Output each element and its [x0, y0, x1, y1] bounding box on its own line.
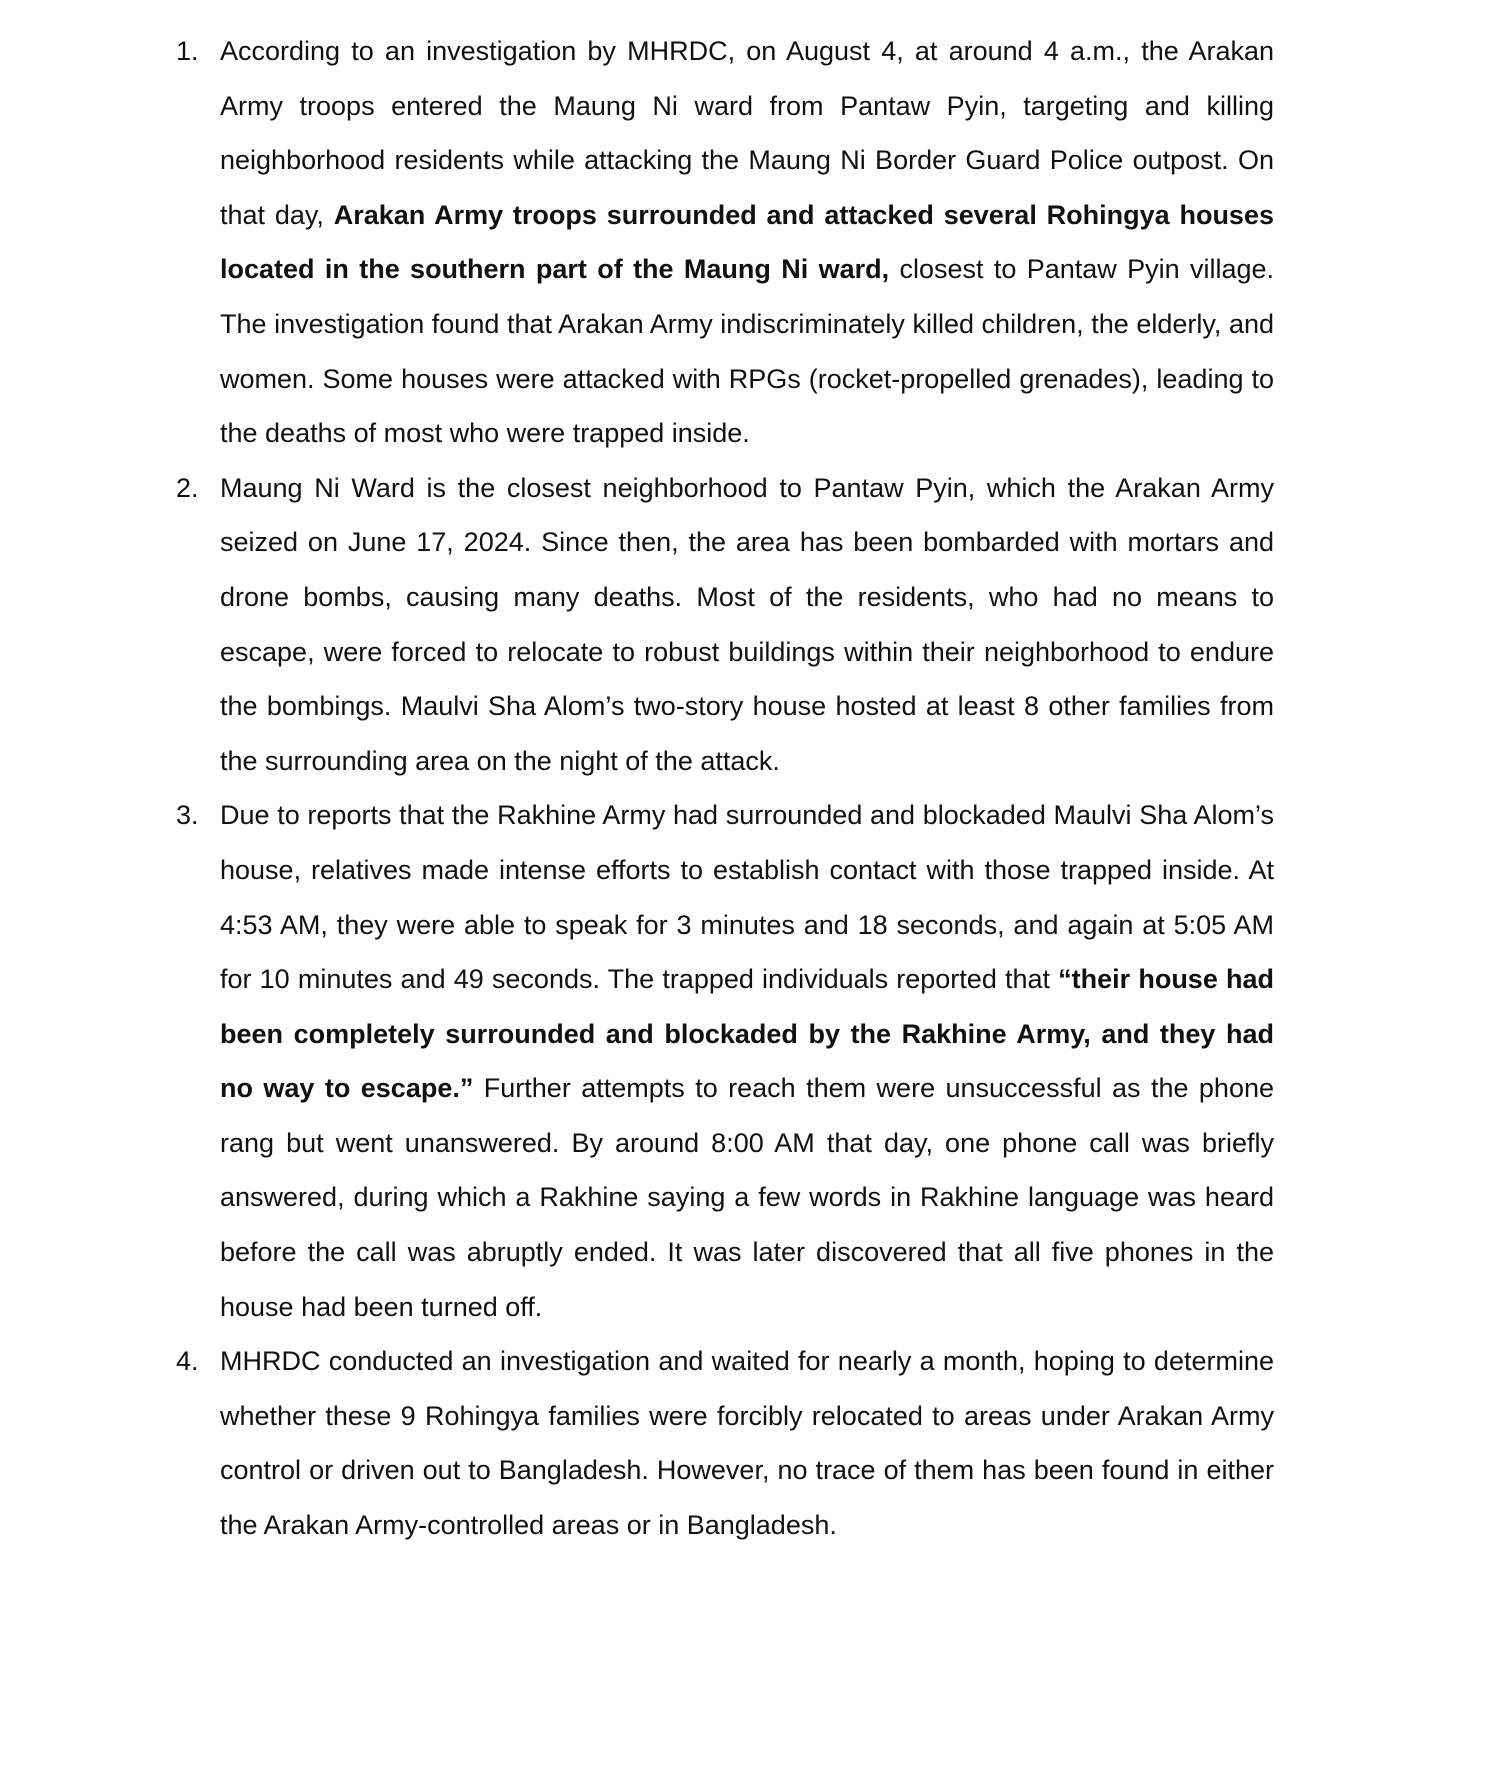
text-segment: Due to reports that the Rakhine Army had surrounded and blockaded Maulvi Sha Alom’s house, relatives made intense efforts to establish contact with those trapped inside. At 4:53 AM, they were able to speak for 3 minutes and 18 seconds, and again at 5:05 AM for 10 minutes and 49 seconds. The trapped individuals reported that — [220, 800, 1274, 995]
list-item-1 — [176, 24, 1275, 461]
bold-quote-segment: “their house had been completely surrounded and blockaded by the Rakhine Army, and they had no way to escape.” — [220, 964, 1274, 1104]
bold-text-segment: Arakan Army troops surrounded and attacked several Rohingya houses located in the southern part of the Maung Ni ward, — [220, 199, 1274, 285]
list-item-3 — [176, 788, 1274, 1334]
list-item-2 — [176, 461, 1274, 789]
list-number: 4. — [176, 1346, 199, 1377]
paragraph — [220, 24, 1274, 461]
list-number: 2. — [176, 472, 199, 503]
text-segment: closest to Pantaw Pyin village. The investigation found that Arakan Army indiscriminately killed children, the elderly, and women. Some houses were attacked with RPGs (rocket-propelled grenades), leading to the deaths of most who were trapped inside. — [220, 254, 1275, 449]
paragraph — [220, 788, 1274, 1334]
list-number: 1. — [176, 36, 199, 66]
numbered-list — [176, 24, 1275, 1553]
text-segment: Maung Ni Ward is the closest neighborhood to Pantaw Pyin, which the Arakan Army seized on June 17, 2024. Since then, the area has been bombarded with mortars and drone bombs, causing many deaths. Most of the residents, who had no means to escape, were forced to relocate to robust buildings within their neighborhood to endure the bombings. Maulvi Sha Alom’s two-story house hosted at least 8 other families from the surrounding area on the night of the attack. — [220, 472, 1274, 776]
list-item-4 — [176, 1334, 1274, 1552]
paragraph — [220, 1334, 1274, 1552]
text-segment: MHRDC conducted an investigation and waited for nearly a month, hoping to determine whether these 9 Rohingya families were forcibly relocated to areas under Arakan Army control or driven out to Bangladesh. However, no trace of them has been found in either the Arakan Army-controlled areas or in Bangladesh. — [220, 1346, 1274, 1541]
text-segment: Further attempts to reach them were unsuccessful as the phone rang but went unanswered. By around 8:00 AM that day, one phone call was briefly answered, during which a Rakhine saying a few words in Rakhine language was heard before the call was abruptly ended. It was later discovered that all five phones in the house had been turned off. — [220, 1073, 1274, 1322]
text-segment: According to an investigation by MHRDC, on August 4, at around 4 a.m., the Arakan Army troops entered the Maung Ni ward from Pantaw Pyin, targeting and killing neighborhood residents while attacking the Maung Ni Border Guard Police outpost. On that day, — [220, 36, 1274, 230]
list-number: 3. — [176, 800, 199, 831]
paragraph — [220, 461, 1274, 789]
